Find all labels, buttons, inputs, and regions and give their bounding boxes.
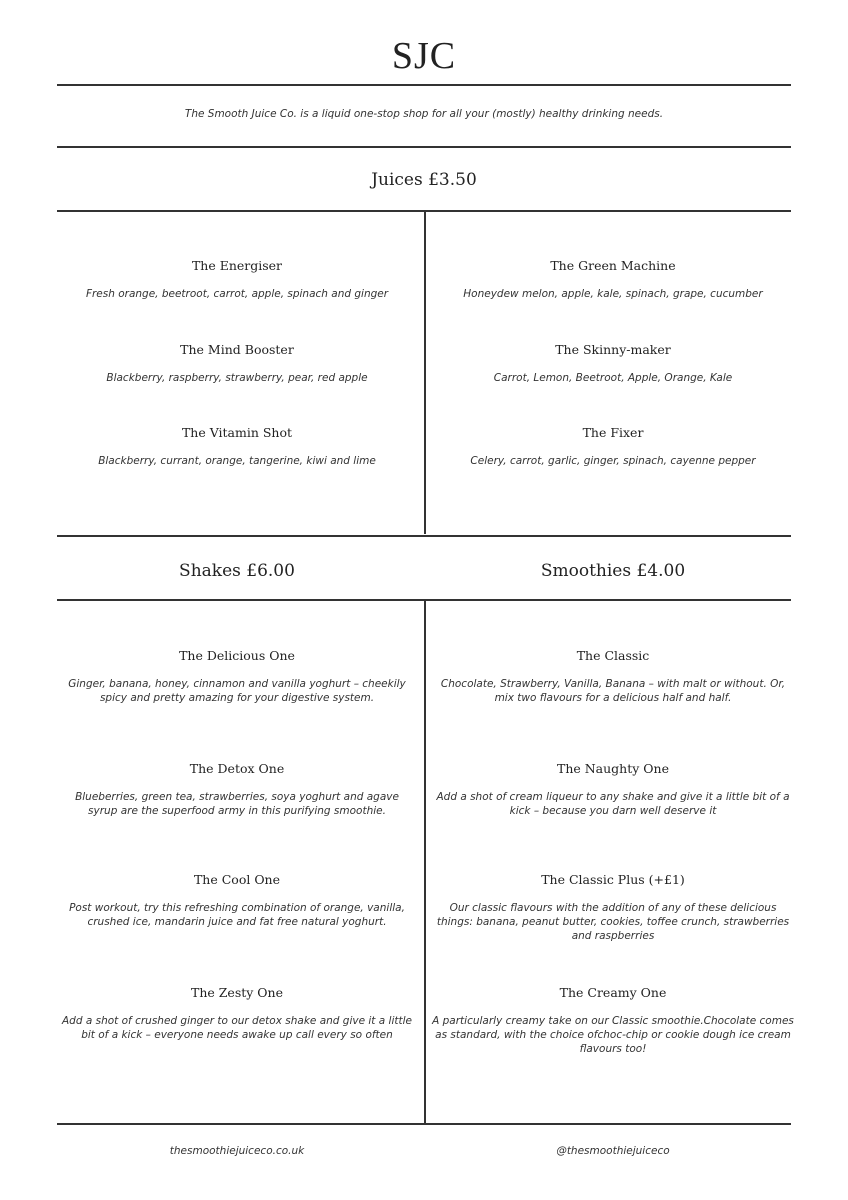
item-name: The Delicious One bbox=[179, 648, 295, 663]
item-description: Fresh orange, beetroot, carrot, apple, spinach and ginger bbox=[85, 288, 389, 300]
menu-item bbox=[430, 985, 796, 1056]
item-name: The Energiser bbox=[191, 258, 283, 273]
item-name: The Cool One bbox=[193, 872, 281, 887]
item-description: Celery, carrot, garlic, ginger, spinach, cayenne pepper bbox=[470, 455, 756, 467]
item-name: The Skinny-maker bbox=[555, 342, 671, 357]
item-name: The Creamy One bbox=[559, 985, 667, 1000]
juices-title: Juices £3.50 bbox=[371, 170, 477, 190]
social-handle[interactable]: @thesmoothiejuiceco bbox=[556, 1145, 670, 1157]
menu-item bbox=[54, 872, 420, 929]
item-description: Chocolate, Strawberry, Vanilla, Banana – with malt or without. Or, mix two flavours for a delicious half and half. bbox=[440, 678, 786, 704]
divider bbox=[57, 1123, 791, 1125]
divider bbox=[57, 535, 791, 537]
item-name: The Naughty One bbox=[556, 761, 669, 776]
menu-item bbox=[430, 342, 796, 385]
item-description: Blueberries, green tea, strawberries, soya yoghurt and agave syrup are the superfood army in this purifying smoothie. bbox=[75, 791, 399, 817]
item-description: Post workout, try this refreshing combination of orange, vanilla, crushed ice, mandarin juice and fat free natural yoghurt. bbox=[69, 902, 405, 928]
divider bbox=[57, 84, 791, 86]
menu-item bbox=[54, 425, 420, 468]
menu-item bbox=[54, 761, 420, 818]
menu-item bbox=[54, 985, 420, 1042]
item-name: The Green Machine bbox=[550, 258, 676, 273]
menu-item bbox=[54, 258, 420, 301]
smoothies-title: Smoothies £4.00 bbox=[540, 561, 686, 581]
item-description: Honeydew melon, apple, kale, spinach, grape, cucumber bbox=[463, 288, 763, 300]
menu-item bbox=[430, 425, 796, 468]
menu-item bbox=[430, 761, 796, 818]
column-divider bbox=[424, 212, 426, 534]
item-description: Carrot, Lemon, Beetroot, Apple, Orange, Kale bbox=[493, 372, 733, 384]
item-description: Ginger, banana, honey, cinnamon and vanilla yoghurt – cheekily spicy and pretty amazing for your digestive system. bbox=[68, 678, 406, 704]
item-description: Add a shot of crushed ginger to our detox shake and give it a little bit of a kick – everyone needs awake up call every so often bbox=[62, 1015, 412, 1041]
tagline: The Smooth Juice Co. is a liquid one-stop shop for all your (mostly) healthy drinking needs. bbox=[184, 108, 664, 120]
item-name: The Zesty One bbox=[190, 985, 283, 1000]
menu-item bbox=[54, 342, 420, 385]
menu-item bbox=[54, 648, 420, 705]
divider bbox=[57, 146, 791, 148]
item-description: Add a shot of cream liqueur to any shake and give it a little bit of a kick – because you darn well deserve it bbox=[436, 791, 790, 817]
item-description: A particularly creamy take on our Classic smoothie.Chocolate comes as standard, with the choice ofchoc-chip or cookie dough ice cream flavours too! bbox=[432, 1015, 794, 1055]
menu-item bbox=[430, 872, 796, 943]
logo: SJC bbox=[391, 35, 457, 77]
item-name: The Detox One bbox=[189, 761, 285, 776]
item-description: Our classic flavours with the addition of any of these delicious things: banana, peanut butter, cookies, toffee crunch, strawberries and raspberries bbox=[436, 902, 790, 942]
shakes-title: Shakes £6.00 bbox=[179, 561, 295, 581]
item-name: The Classic Plus (+£1) bbox=[541, 872, 685, 887]
item-name: The Vitamin Shot bbox=[181, 425, 293, 440]
item-name: The Mind Booster bbox=[180, 342, 294, 357]
website-link[interactable]: thesmoothiejuiceco.co.uk bbox=[169, 1145, 305, 1157]
item-description: Blackberry, currant, orange, tangerine, kiwi and lime bbox=[98, 455, 376, 467]
menu-item bbox=[430, 258, 796, 301]
menu-item bbox=[430, 648, 796, 705]
item-name: The Fixer bbox=[582, 425, 644, 440]
column-divider bbox=[424, 601, 426, 1123]
item-description: Blackberry, raspberry, strawberry, pear, red apple bbox=[106, 372, 368, 384]
item-name: The Classic bbox=[576, 648, 650, 663]
